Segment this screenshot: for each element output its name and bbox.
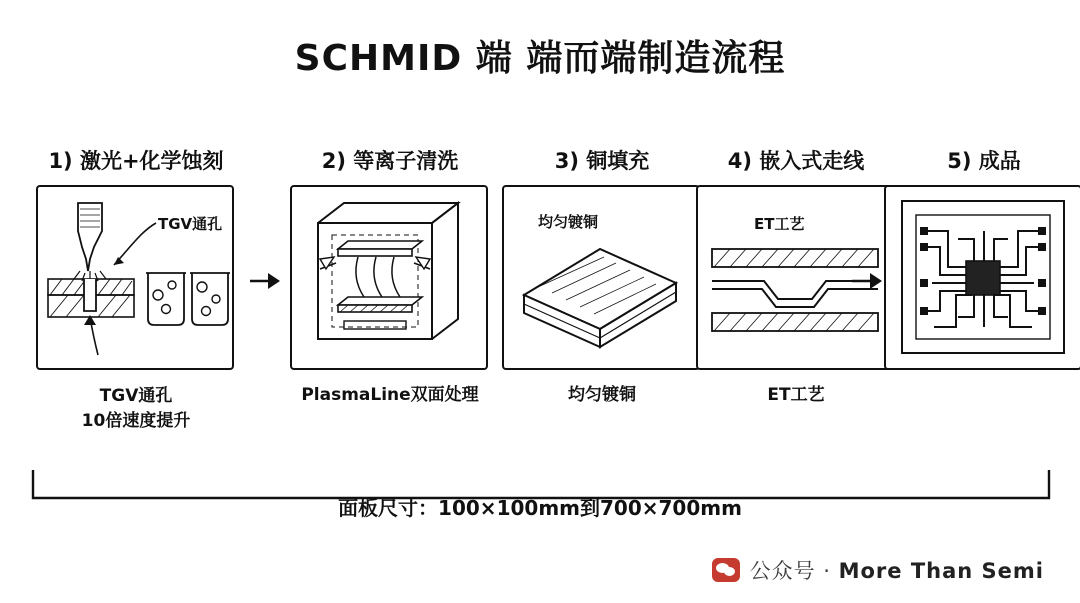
step-3-inner-label: 均匀镀铜	[538, 213, 599, 231]
arrow-4-to-5	[850, 270, 884, 292]
step-1-caption-line1: TGV通孔	[99, 386, 173, 406]
wechat-icon	[712, 558, 740, 582]
footer-text	[750, 555, 1044, 585]
step-3-label: 3) 铜填充	[554, 149, 650, 173]
step-4-caption: ET工艺	[767, 385, 825, 405]
step-2-caption: PlasmaLine双面处理	[301, 385, 479, 405]
page-title: SCHMID 端 端而端制造流程	[294, 38, 786, 79]
step-1-caption-line2: 10倍速度提升	[81, 410, 191, 431]
process-step-1	[36, 145, 236, 433]
process-step-2	[290, 145, 490, 407]
step-5-illustration	[884, 185, 1080, 370]
step-4-label: 4) 嵌入式走线	[727, 149, 865, 173]
copper-plating-icon	[504, 187, 698, 368]
process-step-3	[502, 145, 702, 407]
step-5-label: 5) 成品	[947, 149, 1021, 173]
step-4-inner-label: ET工艺	[754, 215, 805, 233]
step-1-label: 1) 激光+化学蚀刻	[48, 149, 224, 173]
step-2-label: 2) 等离子清洗	[321, 149, 459, 173]
arrow-1-to-2	[248, 270, 282, 292]
process-step-5	[884, 145, 1080, 370]
step-3-caption: 均匀镀铜	[568, 385, 636, 405]
process-steps	[0, 145, 1080, 455]
plasma-chamber-icon	[292, 187, 486, 368]
footer-brand: More Than Semi	[838, 559, 1044, 583]
step-3-illustration	[502, 185, 700, 370]
step-2-illustration	[290, 185, 488, 370]
step-1-inner-label: TGV通孔	[158, 215, 223, 233]
panel-size-caption: 面板尺寸：100×100mm到700×700mm	[338, 496, 742, 520]
footer-prefix: 公众号 ·	[749, 559, 839, 583]
finished-package-icon	[886, 187, 1080, 368]
footer-watermark	[712, 555, 1044, 585]
step-1-illustration	[36, 185, 234, 370]
step-1-caption	[36, 384, 236, 433]
